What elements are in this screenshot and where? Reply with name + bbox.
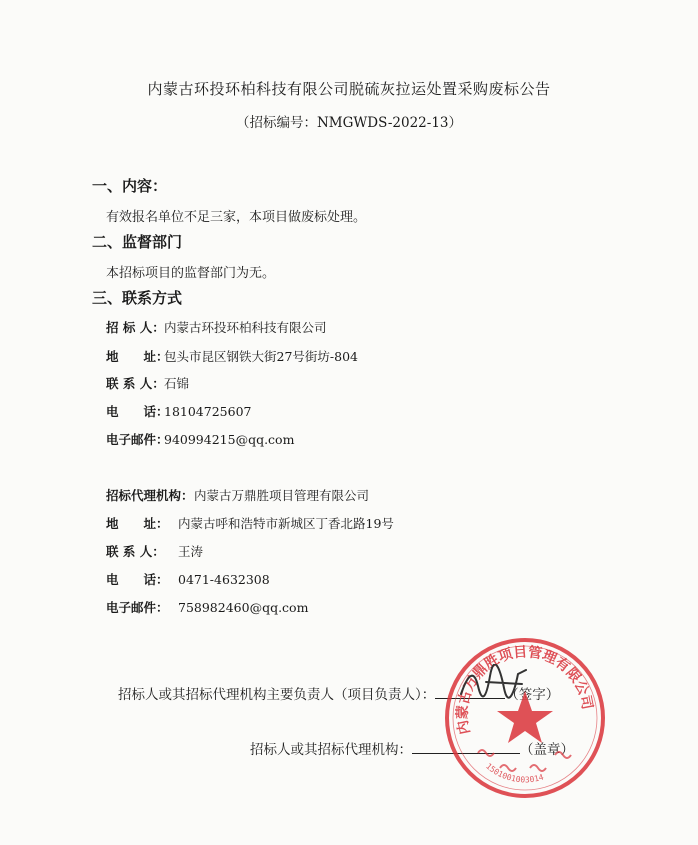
tenderer-email: 940994215@qq.com	[164, 432, 295, 447]
signature-line-1-suffix: （签字）	[505, 687, 560, 703]
tenderer-address-label: 地 址：	[106, 349, 169, 364]
tenderer-phone: 18104725607	[164, 404, 252, 419]
section-supervision-heading: 二、监督部门	[92, 233, 183, 251]
tenderer-phone-label: 电 话：	[106, 404, 169, 419]
tenderer-contact: 石锦	[164, 376, 190, 391]
tenderer-email-label: 电子邮件：	[106, 432, 169, 447]
seal-text: 内蒙古万鼎胜项目管理有限公司	[454, 644, 596, 736]
agency-address: 内蒙古呼和浩特市新城区丁香北路19号	[178, 516, 394, 531]
document-subtitle: （招标编号：NMGWDS-2022-13）	[235, 115, 463, 131]
agency-phone: 0471-4632308	[178, 572, 270, 587]
tenderer-name-row	[106, 318, 327, 336]
agency-phone-row	[106, 570, 270, 588]
agency-email: 758982460@qq.com	[178, 600, 309, 615]
tenderer-name-label: 招 标 人：	[106, 320, 165, 335]
tenderer-email-row	[106, 430, 294, 448]
agency-contact-row	[106, 542, 203, 560]
tenderer-phone-row	[106, 402, 251, 420]
tenderer-name: 内蒙古环投环柏科技有限公司	[164, 320, 327, 335]
seal-code: 1501001003014	[484, 761, 545, 785]
signature-line-1-label: 招标人或其招标代理机构主要负责人（项目负责人）：	[118, 687, 436, 703]
agency-name-label: 招标代理机构：	[106, 488, 194, 503]
section-content-heading: 一、内容：	[92, 177, 168, 195]
section-content-text: 有效报名单位不足三家，本项目做废标处理。	[106, 210, 367, 225]
tenderer-contact-label: 联 系 人：	[106, 376, 165, 391]
handwritten-signature-icon	[456, 664, 536, 704]
agency-contact-label: 联 系 人：	[106, 544, 165, 559]
section-supervision-text: 本招标项目的监督部门为无。	[106, 266, 276, 281]
document-title: 内蒙古环投环柏科技有限公司脱硫灰拉运处置采购废标公告	[147, 80, 551, 98]
agency-phone-label: 电 话：	[106, 572, 169, 587]
agency-email-label: 电子邮件：	[106, 600, 169, 615]
tenderer-address: 包头市昆区钢铁大街27号街坊-804	[164, 349, 358, 364]
official-seal-icon	[440, 633, 610, 803]
agency-address-row	[106, 514, 394, 532]
signature-line-2-suffix: （盖章）	[520, 742, 574, 758]
agency-name: 内蒙古万鼎胜项目管理有限公司	[194, 488, 370, 503]
tenderer-contact-row	[106, 374, 189, 392]
agency-email-row	[106, 598, 308, 616]
agency-name-row	[106, 486, 369, 504]
tenderer-address-row	[106, 347, 358, 365]
agency-address-label: 地 址：	[106, 516, 169, 531]
signature-line-2-label: 招标人或其招标代理机构：	[250, 742, 412, 758]
section-contact-heading: 三、联系方式	[92, 289, 183, 307]
agency-contact: 王涛	[178, 544, 204, 559]
